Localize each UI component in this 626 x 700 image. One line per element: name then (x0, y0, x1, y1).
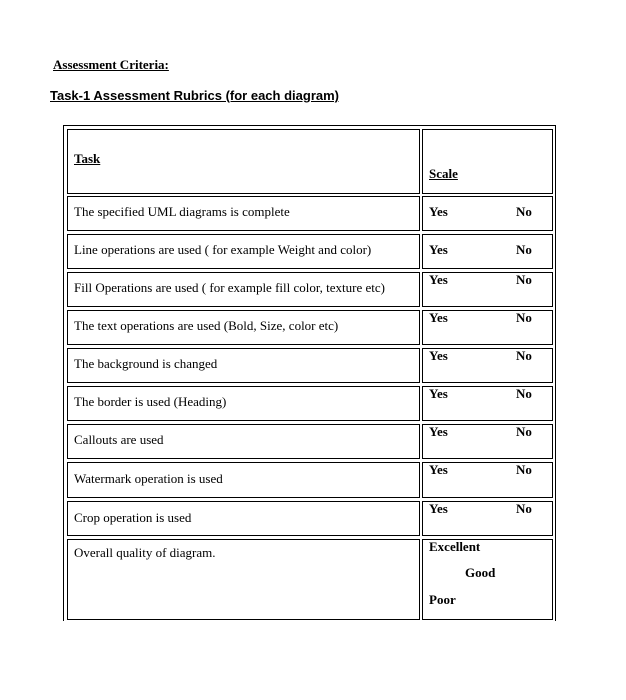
scale-cell (422, 272, 553, 307)
table-row (67, 424, 420, 459)
good-option: Good (465, 565, 496, 580)
yes-option: Yes (429, 501, 448, 516)
yes-option: Yes (429, 272, 448, 287)
yes-option: Yes (429, 424, 448, 439)
table-row-overall (67, 539, 420, 620)
no-option: No (516, 424, 532, 439)
task-text: Callouts are used (74, 432, 164, 447)
poor-option: Poor (429, 592, 456, 607)
yes-option: Yes (429, 348, 448, 363)
task-text: The specified UML diagrams is complete (74, 204, 290, 219)
task-text: Line operations are used ( for example Weight and color) (74, 242, 372, 257)
no-option: No (516, 310, 532, 325)
table-row (67, 272, 420, 307)
no-option: No (516, 204, 532, 219)
table-row (67, 462, 420, 498)
header-task-cell (67, 129, 420, 194)
scale-cell-overall (422, 539, 553, 620)
table-row (67, 386, 420, 421)
assessment-criteria-heading: Assessment Criteria: (53, 57, 169, 72)
table-row (67, 196, 420, 231)
rubric-table (63, 125, 556, 621)
table-row (67, 234, 420, 269)
header-task-label: Task (74, 151, 101, 166)
scale-cell (422, 196, 553, 231)
no-option: No (516, 272, 532, 287)
no-option: No (516, 386, 532, 401)
task-text: The border is used (Heading) (74, 394, 227, 409)
scale-cell (422, 386, 553, 421)
table-row (67, 501, 420, 536)
no-option: No (516, 348, 532, 363)
task-text: The background is changed (74, 356, 218, 371)
no-option: No (516, 462, 532, 477)
scale-cell (422, 424, 553, 459)
table-row (67, 348, 420, 383)
scale-cell (422, 234, 553, 269)
yes-option: Yes (429, 310, 448, 325)
header-scale-cell (422, 129, 553, 194)
no-option: No (516, 242, 532, 257)
task-text: The text operations are used (Bold, Size, color etc) (74, 318, 339, 333)
no-option: No (516, 501, 532, 516)
yes-option: Yes (429, 462, 448, 477)
table-row (67, 310, 420, 345)
scale-cell (422, 462, 553, 498)
task-text: Crop operation is used (74, 510, 192, 525)
scale-cell (422, 348, 553, 383)
header-scale-label: Scale (429, 166, 458, 181)
yes-option: Yes (429, 204, 448, 219)
task-text: Overall quality of diagram. (74, 545, 216, 560)
task-text: Watermark operation is used (74, 471, 223, 486)
yes-option: Yes (429, 386, 448, 401)
scale-cell (422, 310, 553, 345)
excellent-option: Excellent (429, 539, 481, 554)
yes-option: Yes (429, 242, 448, 257)
scale-cell (422, 501, 553, 536)
task1-rubrics-heading: Task-1 Assessment Rubrics (for each diagram) (50, 88, 339, 103)
task-text: Fill Operations are used ( for example fill color, texture etc) (74, 280, 386, 295)
